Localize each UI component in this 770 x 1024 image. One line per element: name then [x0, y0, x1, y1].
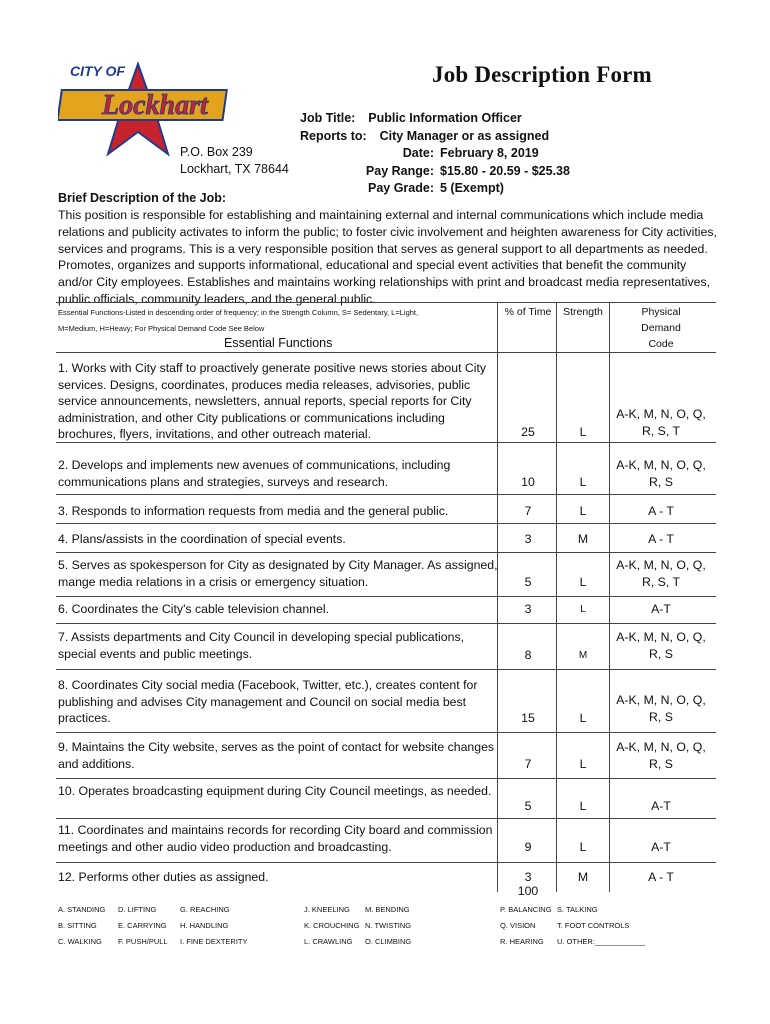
- logo-city-of-text: CITY OF: [70, 63, 125, 79]
- demand-header-line: Demand: [641, 322, 681, 334]
- time-cell-1: 25: [521, 425, 535, 439]
- code-cell-5: A-K, M, N, O, Q, R, S, T: [616, 558, 706, 589]
- pay-grade-row: [300, 180, 570, 198]
- strength-cell-2: L: [579, 475, 587, 489]
- address-line-2: Lockhart, TX 78644: [180, 162, 289, 176]
- row-divider: [56, 778, 716, 779]
- function-text-2: 2. Develops and implements new avenues of communications, including communications plans and strategies, surveys and research.: [58, 458, 451, 489]
- function-text-6: 6. Coordinates the City's cable television channel.: [58, 602, 329, 616]
- legend-item: K. CROUCHING: [304, 921, 360, 930]
- row-divider: [56, 623, 716, 624]
- function-text-7: 7. Assists departments and City Council in developing special publications, special events and public meetings.: [58, 630, 465, 661]
- time-total: 100: [517, 884, 539, 898]
- code-cell-3: A - T: [648, 504, 674, 518]
- legend-item: A. STANDING: [58, 905, 106, 914]
- strength-cell-9: L: [579, 757, 587, 771]
- legend-item: J. KNEELING: [304, 905, 350, 914]
- essential-functions-header: Essential Functions: [224, 336, 333, 350]
- job-info-block: [300, 110, 570, 198]
- table-note-line-1: Essential Functions-Listed in descending order of frequency; in the Strength Column, S= Sedentary, L=Light,: [58, 308, 419, 317]
- code-cell-10: A-T: [651, 799, 671, 813]
- strength-cell-11: L: [579, 840, 587, 854]
- legend-item: Q. VISION: [500, 921, 536, 930]
- time-cell-12: 3: [524, 870, 532, 884]
- legend-item: F. PUSH/PULL: [118, 937, 168, 946]
- time-cell-2: 10: [521, 475, 535, 489]
- job-title-row: [300, 110, 570, 128]
- strength-cell-10: L: [579, 799, 587, 813]
- table-note-line-2: M=Medium, H=Heavy; For Physical Demand Code See Below: [58, 324, 265, 333]
- strength-cell-1: L: [579, 425, 587, 439]
- legend-item: S. TALKING: [557, 905, 598, 914]
- function-text-1: 1. Works with City staff to proactively generate positive news stories about City services. Designs, coordinates, produces media releases, advisories, public service announcements, newsletters, annual reports, special reports for City administration, and other City publications or communications including brochures, flyers, invitations, and other outreach material.: [58, 361, 487, 441]
- row-divider: [56, 552, 716, 553]
- pay-grade-value: 5 (Exempt): [440, 181, 504, 195]
- physical-header-line: Physical: [641, 306, 681, 318]
- legend-item: B. SITTING: [58, 921, 97, 930]
- time-cell-10: 5: [524, 799, 532, 813]
- strength-cell-12: M: [577, 870, 589, 884]
- legend-item: I. FINE DEXTERITY: [180, 937, 248, 946]
- strength-cell-7: M: [578, 650, 588, 661]
- row-divider: [56, 302, 716, 303]
- code-cell-2: A-K, M, N, O, Q, R, S: [616, 458, 706, 489]
- brief-description-text: This position is responsible for establishing and maintaining external and internal communications which include media relations and publicity activates to inform the public; to foster civic involvement and heighten awareness for City activities, services and programs. This is a very responsible position that serves as general support to all departments as needed. Promotes, organizes and supports informational, educational and special event activities that benefit the community and/or City employees. Establishes and maintains working relationships with print and broadcast media representatives, public officials, community leaders, and the general public.: [58, 208, 717, 306]
- row-divider: [56, 732, 716, 733]
- function-text-3: 3. Responds to information requests from media and the general public.: [58, 504, 449, 518]
- strength-cell-3: L: [579, 504, 587, 518]
- legend-item: L. CRAWLING: [304, 937, 353, 946]
- row-divider: [56, 494, 716, 495]
- percent-time-header: % of Time: [504, 306, 552, 318]
- legend-item: E. CARRYING: [118, 921, 167, 930]
- row-divider: [56, 669, 716, 670]
- reports-to-value: City Manager or as assigned: [379, 128, 550, 143]
- date-label: Date:: [402, 146, 434, 160]
- job-title-label: Job Title:: [300, 111, 356, 125]
- function-text-11: 11. Coordinates and maintains records for recording City board and commission meetings and other audio video production and broadcasting.: [58, 823, 493, 854]
- time-cell-9: 7: [524, 757, 532, 771]
- strength-cell-4: M: [577, 532, 589, 546]
- row-divider: [56, 818, 716, 819]
- code-cell-4: A - T: [648, 532, 674, 546]
- legend-item: P. BALANCING: [500, 905, 552, 914]
- date-value: February 8, 2019: [440, 146, 539, 160]
- legend-item: N. TWISTING: [365, 921, 412, 930]
- function-text-12: 12. Performs other duties as assigned.: [58, 870, 269, 884]
- reports-to-label: Reports to:: [300, 128, 367, 143]
- strength-cell-5: L: [579, 575, 587, 589]
- brief-description-title: Brief Description of the Job:: [58, 191, 227, 205]
- strength-header: Strength: [563, 306, 603, 318]
- time-cell-4: 3: [524, 532, 532, 546]
- function-text-4: 4. Plans/assists in the coordination of special events.: [58, 532, 346, 546]
- job-title-value: Public Information Officer: [368, 111, 522, 125]
- address-line-1: P.O. Box 239: [180, 145, 253, 159]
- physical-demand-code-header: [610, 304, 712, 352]
- code-cell-6: A-T: [651, 602, 671, 616]
- time-cell-11: 9: [524, 840, 532, 854]
- pay-grade-label: Pay Grade:: [367, 181, 434, 195]
- function-text-10: 10. Operates broadcasting equipment during City Council meetings, as needed.: [58, 784, 492, 798]
- time-cell-3: 7: [524, 504, 532, 518]
- function-text-9: 9. Maintains the City website, serves as the point of contact for website changes and additions.: [58, 740, 495, 771]
- row-divider: [56, 523, 716, 524]
- legend-item: O. CLIMBING: [365, 937, 412, 946]
- time-cell-5: 5: [524, 575, 532, 589]
- time-cell-8: 15: [521, 711, 535, 725]
- row-divider: [56, 862, 716, 863]
- strength-cell-6: L: [580, 604, 586, 615]
- legend-item: C. WALKING: [58, 937, 102, 946]
- pay-range-label: Pay Range:: [365, 163, 434, 178]
- legend-item: D. LIFTING: [118, 905, 157, 914]
- pay-range-row: [300, 163, 570, 181]
- legend-item: H. HANDLING: [180, 921, 229, 930]
- function-text-8: 8. Coordinates City social media (Facebook, Twitter, etc.), creates content for publishing and advises City management and Council on social media best practices.: [58, 678, 478, 725]
- code-cell-9: A-K, M, N, O, Q, R, S: [616, 740, 706, 771]
- code-cell-8: A-K, M, N, O, Q, R, S: [616, 693, 706, 724]
- date-row: [300, 145, 570, 163]
- pay-range-value: $15.80 - 20.59 - $25.38: [440, 163, 570, 178]
- code-cell-12: A - T: [648, 870, 674, 884]
- address-block: [180, 144, 289, 178]
- row-divider: [56, 596, 716, 597]
- legend-item: T. FOOT CONTROLS: [557, 921, 630, 930]
- form-title: Job Description Form: [432, 62, 652, 87]
- strength-cell-8: L: [579, 711, 587, 725]
- legend-item: M. BENDING: [365, 905, 410, 914]
- function-text-5: 5. Serves as spokesperson for City as designated by City Manager. As assigned, mange media relations in a crisis or emergency situation.: [58, 558, 498, 589]
- legend-item: R. HEARING: [500, 937, 544, 946]
- time-cell-6: 3: [524, 602, 532, 616]
- code-cell-11: A-T: [651, 840, 671, 854]
- legend-item: G. REACHING: [180, 905, 230, 914]
- code-cell-1: A-K, M, N, O, Q, R, S, T: [616, 407, 706, 438]
- code-header-line: Code: [648, 338, 674, 350]
- legend-item: U. OTHER:____________: [557, 937, 645, 946]
- code-cell-7: A-K, M, N, O, Q, R, S: [616, 630, 706, 661]
- time-cell-7: 8: [524, 648, 532, 662]
- reports-to-row: [300, 128, 570, 146]
- row-divider: [56, 352, 716, 353]
- logo-name-text: Lockhart: [102, 90, 208, 121]
